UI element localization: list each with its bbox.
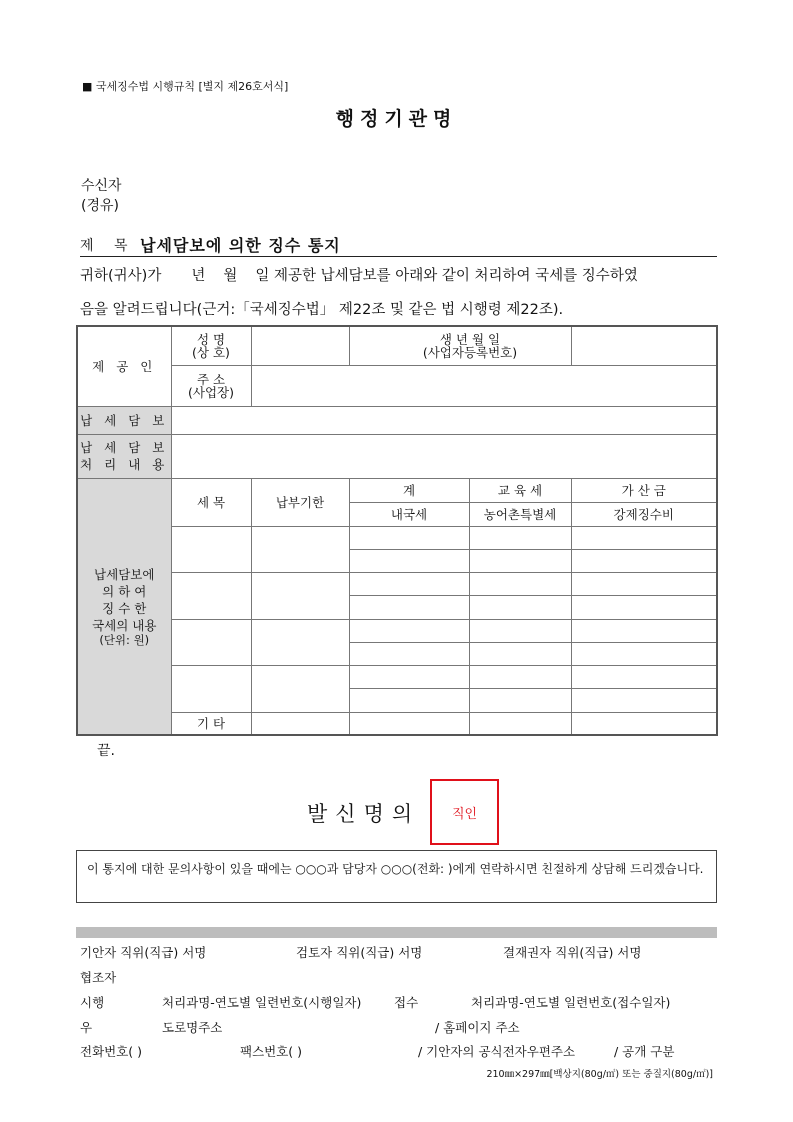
- amount-cell[interactable]: [349, 712, 469, 735]
- cooperator-field: 협조자: [80, 970, 117, 985]
- birth-label: 생 년 월 일 (사업자등록번호): [349, 326, 571, 365]
- subject-row: [80, 233, 717, 257]
- recipient-block: [81, 176, 122, 216]
- amount-cell[interactable]: [349, 665, 469, 688]
- receive-label: 접수: [394, 995, 419, 1010]
- fax-field: 팩스번호( ): [240, 1044, 303, 1059]
- amount-cell[interactable]: [571, 619, 717, 642]
- amount-cell[interactable]: [349, 572, 469, 595]
- form-header-note: ■ 국세징수법 시행규칙 [별지 제26호서식]: [82, 80, 289, 93]
- deadline-cell[interactable]: [251, 526, 349, 572]
- provider-label: 제 공 인: [77, 326, 171, 406]
- collateral-value-cell[interactable]: [171, 406, 717, 434]
- col-rural-tax: 농어촌특별세: [469, 502, 571, 526]
- name-label: 성 명 (상 호): [171, 326, 251, 365]
- homepage-address: / 홈페이지 주소: [435, 1020, 520, 1035]
- enforce-label: 시행: [80, 995, 105, 1010]
- amount-cell[interactable]: [349, 642, 469, 665]
- body-line-1: [80, 264, 638, 285]
- deadline-cell[interactable]: [251, 665, 349, 712]
- deadline-cell[interactable]: [251, 712, 349, 735]
- subject-text: 납세담보에 의한 징수 통지: [140, 236, 341, 255]
- amount-cell[interactable]: [571, 688, 717, 712]
- amount-cell[interactable]: [469, 619, 571, 642]
- birth-value-cell[interactable]: [571, 326, 717, 365]
- seal-label: 직인: [451, 806, 478, 822]
- col-deadline: 납부기한: [251, 478, 349, 526]
- amount-cell[interactable]: [469, 526, 571, 549]
- paper-spec: 210㎜×297㎜[백상지(80g/㎡) 또는 중질지(80g/㎡)]: [486, 1069, 713, 1080]
- amount-cell[interactable]: [469, 665, 571, 688]
- approver-field: 결재권자 직위(직급) 서명: [503, 945, 642, 960]
- amount-cell[interactable]: [469, 595, 571, 619]
- agency-name: 행정기관명: [335, 108, 458, 130]
- amount-cell[interactable]: [469, 642, 571, 665]
- col-total: 계: [349, 478, 469, 502]
- inquiry-notice: 이 통지에 대한 문의사항이 있을 때에는 ○○○과 담당자 ○○○(전화: )에게 연락하시면 친절하게 상담해 드리겠습니다.: [76, 850, 717, 903]
- official-seal-box: [430, 779, 499, 845]
- subject-label: 제 목: [80, 238, 136, 254]
- body-line-2: 음을 알려드립니다(근거:「국세징수법」 제22조 및 같은 법 시행령 제22조).: [80, 302, 564, 318]
- amount-cell[interactable]: [349, 595, 469, 619]
- amount-cell[interactable]: [571, 595, 717, 619]
- collateral-label: 납 세 담 보: [77, 406, 171, 434]
- process-label: 납 세 담 보 처 리 내 용: [77, 434, 171, 478]
- address-label: 주 소 (사업장): [171, 365, 251, 406]
- tax-content-label: 납세담보에 의 하 여 징 수 한 국세의 내용 (단위: 원): [77, 478, 171, 735]
- amount-cell[interactable]: [469, 712, 571, 735]
- amount-cell[interactable]: [349, 526, 469, 549]
- tax-item-cell[interactable]: [171, 665, 251, 712]
- amount-cell[interactable]: [469, 572, 571, 595]
- tax-item-cell[interactable]: [171, 526, 251, 572]
- amount-cell[interactable]: [571, 526, 717, 549]
- amount-cell[interactable]: [349, 619, 469, 642]
- amount-cell[interactable]: [571, 712, 717, 735]
- col-enforcement-cost: 강제징수비: [571, 502, 717, 526]
- other-label: 기 타: [171, 712, 251, 735]
- deadline-cell[interactable]: [251, 572, 349, 619]
- drafter-field: 기안자 직위(직급) 서명: [80, 945, 207, 960]
- process-value-cell[interactable]: [171, 434, 717, 478]
- enforce-value: 처리과명-연도별 일련번호(시행일자): [162, 995, 362, 1010]
- amount-cell[interactable]: [571, 665, 717, 688]
- road-address: 도로명주소: [162, 1020, 223, 1035]
- name-value-cell[interactable]: [251, 326, 349, 365]
- amount-cell[interactable]: [469, 549, 571, 572]
- amount-cell[interactable]: [349, 688, 469, 712]
- amount-cell[interactable]: [349, 549, 469, 572]
- amount-cell[interactable]: [469, 688, 571, 712]
- deadline-cell[interactable]: [251, 619, 349, 665]
- body-line1-year: 년: [191, 268, 206, 284]
- col-surcharge: 가 산 금: [571, 478, 717, 502]
- official-email: / 기안자의 공식전자우편주소: [418, 1044, 576, 1059]
- col-tax-item: 세 목: [171, 478, 251, 526]
- collateral-table: [76, 325, 718, 736]
- tax-item-cell[interactable]: [171, 572, 251, 619]
- disclosure-type: / 공개 구분: [614, 1044, 675, 1059]
- tax-item-cell[interactable]: [171, 619, 251, 665]
- phone-field: 전화번호( ): [80, 1044, 143, 1059]
- body-line1-month: 월: [223, 268, 238, 284]
- col-national-tax: 내국세: [349, 502, 469, 526]
- recipient-label: 수신자: [81, 178, 122, 194]
- end-mark: 끝.: [97, 743, 115, 759]
- reviewer-field: 검토자 직위(직급) 서명: [296, 945, 423, 960]
- amount-cell[interactable]: [571, 642, 717, 665]
- body-line1-a: 귀하(귀사)가: [80, 268, 162, 284]
- body-line1-rest: 일 제공한 납세담보를 아래와 같이 처리하여 국세를 징수하였: [255, 268, 638, 284]
- amount-cell[interactable]: [571, 549, 717, 572]
- postal-label: 우: [80, 1020, 93, 1035]
- col-edu-tax: 교 육 세: [469, 478, 571, 502]
- divider-bar: [76, 927, 717, 938]
- address-value-cell[interactable]: [251, 365, 717, 406]
- receive-value: 처리과명-연도별 일련번호(접수일자): [471, 995, 671, 1010]
- amount-cell[interactable]: [571, 572, 717, 595]
- recipient-via: (경유): [81, 198, 119, 214]
